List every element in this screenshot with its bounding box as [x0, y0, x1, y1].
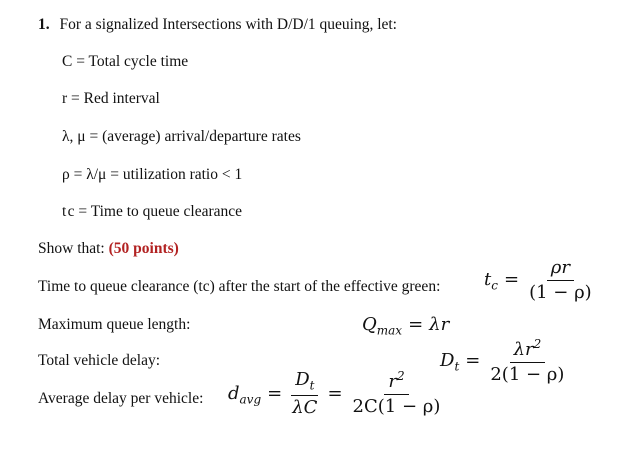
avg-delay-frac2-denominator: 2C(1 − ρ) [352, 396, 441, 418]
total-delay-label: Total vehicle delay: [38, 352, 161, 369]
max-queue-lhs: $Q_{max}$ [362, 314, 403, 338]
clearance-equation: $t_c$ = $\frac{\rho r}{(1 - \rho)}$ [484, 258, 596, 303]
avg-delay-frac1-numerator: $D_t$ [291, 370, 318, 396]
avg-delay-equation: $d_{avg}$ = $\frac{D_t}{\lambda C}$ = $\frac{r^2}{2C(1 - \rho)}$ [228, 370, 444, 418]
avg-delay-frac2-numerator: $r^2$ [384, 370, 408, 395]
points-badge: (50 points) [108, 240, 179, 257]
clearance-fraction [525, 258, 596, 303]
definition-utilization: ρ = λ/μ = utilization ratio < 1 [62, 166, 243, 183]
question-intro: For a signalized Intersections with D/D/1 queuing, let: [59, 16, 397, 33]
clearance-label: Time to queue clearance (tc) after the start of the effective green: [38, 278, 441, 295]
avg-delay-lhs: $d_{avg}$ [228, 382, 262, 407]
max-queue-rhs: λr [429, 314, 450, 335]
definition-cycle-time: C = Total cycle time [62, 53, 189, 70]
show-that-label: Show that: [38, 240, 105, 257]
avg-delay-fraction-1 [288, 370, 321, 418]
total-delay-equation: $D_t$ = $\frac{\lambda r^2}{2(1 - \rho)}$ [440, 338, 568, 385]
avg-delay-frac1-denominator: λC [292, 396, 318, 418]
max-queue-equation: $Q_{max} = \lambda r$ [362, 314, 450, 338]
question-number: 1. [38, 16, 50, 33]
definition-rates: λ, μ = (average) arrival/departure rates [62, 128, 301, 145]
clearance-denominator: (1 − ρ) [529, 281, 592, 303]
max-queue-label: Maximum queue length: [38, 316, 191, 333]
avg-delay-fraction-2 [349, 370, 445, 417]
total-delay-numerator: $\lambda r^2$ [510, 338, 546, 363]
total-delay-fraction [486, 338, 568, 385]
clearance-numerator: ρr [547, 258, 574, 281]
clearance-lhs: $t_c$ [484, 269, 498, 293]
total-delay-denominator: 2(1 − ρ) [490, 363, 565, 385]
definition-clearance-time: t c = Time to queue clearance [62, 203, 243, 220]
definition-red-interval: r = Red interval [62, 90, 160, 107]
question-header [38, 16, 397, 34]
total-delay-lhs: $D_t$ [440, 350, 460, 374]
show-that-line [38, 240, 179, 258]
avg-delay-label: Average delay per vehicle: [38, 390, 204, 407]
